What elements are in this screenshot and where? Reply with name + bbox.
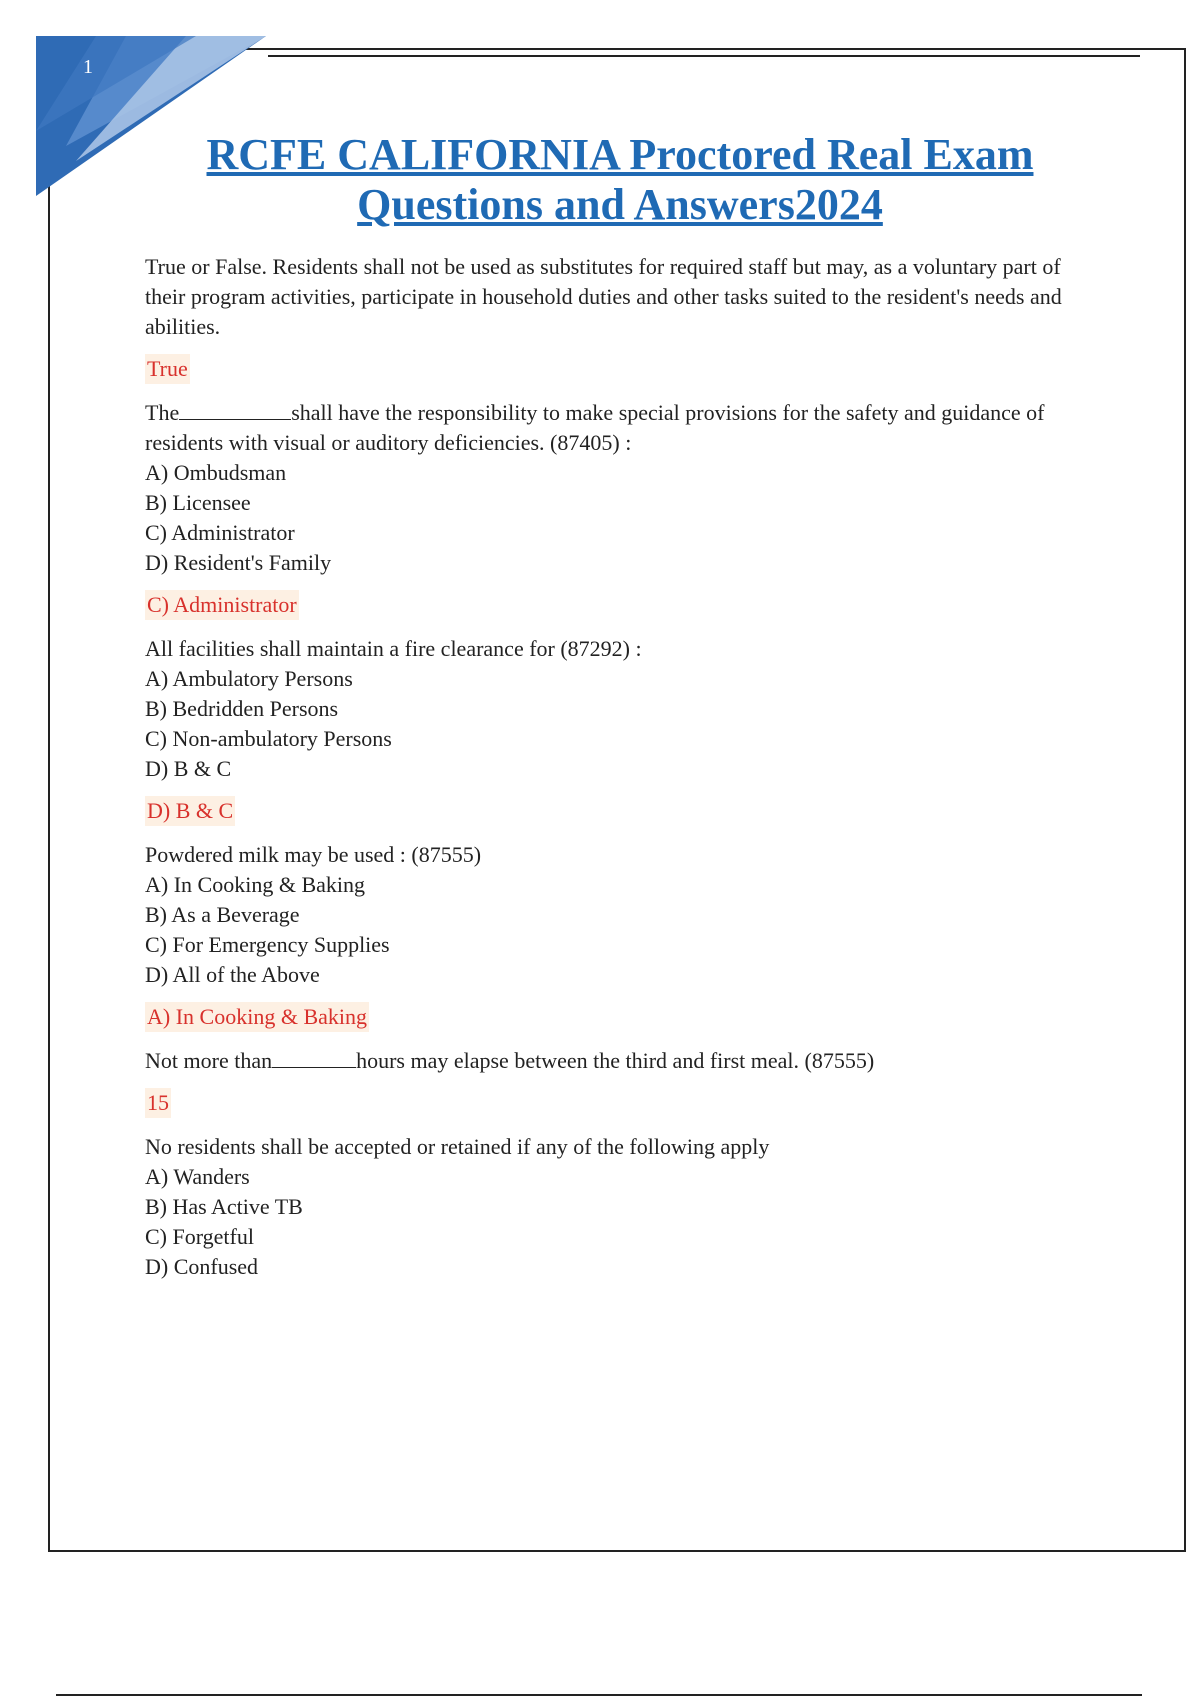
question-5 xyxy=(145,1046,1105,1132)
question-6 xyxy=(145,1132,1105,1282)
question-text: Powdered milk may be used : (87555) xyxy=(145,842,482,867)
question-text: No residents shall be accepted or retained if any of the following apply xyxy=(145,1134,770,1159)
option: D) All of the Above xyxy=(145,962,320,987)
answer: 15 xyxy=(145,1088,171,1118)
question-text xyxy=(145,1046,1105,1076)
option: C) For Emergency Supplies xyxy=(145,932,390,957)
option: C) Forgetful xyxy=(145,1224,254,1249)
option: C) Non-ambulatory Persons xyxy=(145,726,392,751)
question-text-before-blank: Not more than xyxy=(145,1048,273,1073)
question-1 xyxy=(145,252,1105,398)
option: C) Administrator xyxy=(145,520,295,545)
option: A) Ombudsman xyxy=(145,460,287,485)
page-number: 1 xyxy=(83,56,93,78)
question-text xyxy=(145,398,1105,458)
answer: A) In Cooking & Baking xyxy=(145,1002,369,1032)
top-rule xyxy=(268,55,1140,57)
title-line-2: Questions and Answers2024 xyxy=(357,180,883,229)
option: B) Has Active TB xyxy=(145,1194,303,1219)
question-text-before-blank: The xyxy=(145,400,180,425)
bottom-rule xyxy=(56,1694,1142,1696)
answer-blank xyxy=(179,399,291,420)
question-4 xyxy=(145,840,1105,1046)
document-title xyxy=(110,130,1130,230)
question-text: True or False. Residents shall not be used as substitutes for required staff but may, as a voluntary part of their program activities, participate in household duties and other tasks suited to the resident's needs and abilities. xyxy=(145,254,1062,339)
question-2 xyxy=(145,398,1105,634)
title-line-1: RCFE CALIFORNIA Proctored Real Exam xyxy=(206,130,1034,179)
option: D) B & C xyxy=(145,756,232,781)
question-list xyxy=(145,252,1105,1282)
option: B) Bedridden Persons xyxy=(145,696,339,721)
answer: True xyxy=(145,354,190,384)
option: D) Resident's Family xyxy=(145,550,332,575)
option: A) Ambulatory Persons xyxy=(145,666,353,691)
question-3 xyxy=(145,634,1105,840)
option: B) Licensee xyxy=(145,490,251,515)
answer-blank xyxy=(272,1047,356,1068)
option: A) In Cooking & Baking xyxy=(145,872,365,897)
question-text-after-blank: shall have the responsibility to make special provisions for the safety and guidance of residents with visual or auditory deficiencies. (87405) : xyxy=(145,400,1045,455)
option: A) Wanders xyxy=(145,1164,250,1189)
question-text-after-blank: hours may elapse between the third and first meal. (87555) xyxy=(356,1048,875,1073)
answer: D) B & C xyxy=(145,796,235,826)
question-text: All facilities shall maintain a fire clearance for (87292) : xyxy=(145,636,642,661)
option: B) As a Beverage xyxy=(145,902,300,927)
option: D) Confused xyxy=(145,1254,259,1279)
answer: C) Administrator xyxy=(145,590,299,620)
